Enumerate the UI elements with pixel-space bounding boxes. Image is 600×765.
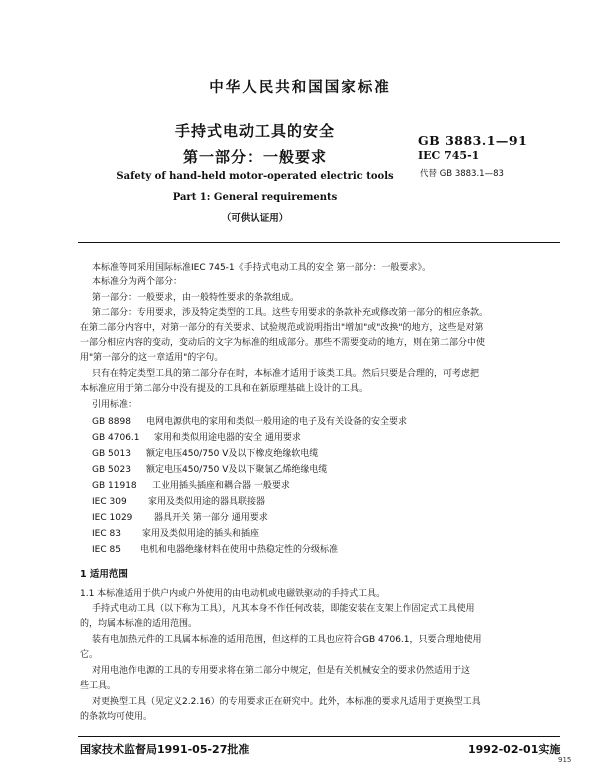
nation-title: 中华人民共和国国家标准 (209, 80, 391, 96)
standard-code: GB 3883.1—91 (418, 133, 528, 148)
effective-date: 1992-02-01实施 (468, 743, 561, 756)
reference-title: 家用和类似用途电器的安全 通用要求 (154, 433, 301, 443)
intro-line: 本标准等同采用国际标准IEC 745-1《手持式电动工具的安全 第一部分：一般要求》。 (92, 263, 432, 273)
intro-line: 第二部分：专用要求，涉及特定类型的工具。这些专用要求的条款补充或修改第一部分的相应条款。 (92, 308, 489, 318)
standard-title-cn-line2: 第一部分：一般要求 (182, 148, 327, 166)
section-line: 装有电加热元件的工具属本标准的适用范围，但这样的工具也应符合GB 4706.1，只要合理地使用 (92, 635, 482, 645)
reference-row (92, 416, 407, 429)
intro-line: 本标准应用于第二部分中没有提及的工具和在新原理基础上设计的工具。 (80, 384, 369, 394)
reference-code: IEC 83 (92, 529, 121, 539)
intro-line: 本标准分为两个部分： (92, 277, 183, 287)
standard-title-en-line1: Safety of hand-held motor-operated electric tools (116, 171, 394, 182)
reference-code: IEC 85 (92, 545, 121, 555)
section-line: 对用电池作电源的工具的专用要求将在第二部分中规定，但是有关机械安全的要求仍然适用于这 (92, 666, 471, 676)
replaces-note: 代替 GB 3883.1—83 (420, 169, 504, 179)
reference-title: 家用及类似用途的器具联接器 (148, 497, 266, 507)
intro-line: 一部分相应内容的变动，变动后的文字为标准的组成部分。那些不需要变动的地方，则在第二部分中使 (80, 338, 486, 348)
reference-code: IEC 309 (92, 497, 127, 507)
reference-title: 额定电压450/750 V及以下聚氯乙烯绝缘电缆 (146, 465, 328, 475)
approval-date: 国家技术监督局1991-05-27批准 (80, 743, 250, 756)
reference-row (92, 544, 338, 557)
section-line: 对更换型工具（见定义2.2.16）的专用要求正在研究中。此外，本标准的要求凡适用于更换型工具 (92, 697, 481, 707)
intro-line: 在第二部分内容中，对第一部分的有关要求、试验规范或说明指出"增加"或"改换"的地方，这些是对第 (80, 323, 484, 333)
reference-code: GB 8898 (92, 417, 131, 427)
reference-title: 电网电源供电的家用和类似一般用途的电子及有关设备的安全要求 (146, 417, 408, 427)
reference-title: 工业用插头插座和耦合器 一般要求 (152, 481, 290, 491)
intro-line: 引用标准： (92, 400, 138, 410)
page-number: 915 (558, 756, 572, 764)
section-line: 的，均属本标准的适用范围。 (80, 619, 198, 629)
intro-line: 只有在特定类型工具的第二部分存在时，本标准才适用于该类工具。然后只要是合理的，可考虑把 (92, 369, 480, 379)
section-line: 1.1 本标准适用于供户内或户外使用的由电动机或电磁铁驱动的手持式工具。 (80, 589, 386, 599)
reference-row (92, 528, 259, 541)
reference-code: IEC 1029 (92, 513, 133, 523)
reference-row (92, 496, 265, 509)
reference-title: 器具开关 第一部分 通用要求 (154, 513, 268, 523)
reference-code: GB 11918 (92, 481, 137, 491)
certification-note: （可供认证用） (221, 213, 289, 224)
reference-row (92, 512, 268, 525)
iec-code: IEC 745-1 (418, 149, 480, 162)
standard-title-cn-line1: 手持式电动工具的安全 (174, 122, 335, 140)
intro-line: 用"第一部分的这一章适用"的字句。 (80, 353, 224, 363)
reference-row (92, 464, 327, 477)
reference-code: GB 4706.1 (92, 433, 140, 443)
section-line: 的条款均可使用。 (80, 712, 153, 722)
reference-code: GB 5023 (92, 465, 131, 475)
section-line: 它。 (80, 650, 99, 660)
standard-title-en-line2: Part 1: General requirements (172, 192, 338, 203)
footer-divider (78, 736, 560, 737)
intro-line: 第一部分：一般要求，由一般特性要求的条款组成。 (92, 293, 300, 303)
section-line: 手持式电动工具（以下称为工具），凡其本身不作任何改装，即能安装在支架上作固定式工具使用 (92, 604, 475, 614)
reference-row (92, 448, 318, 461)
header-divider (78, 242, 560, 243)
reference-row (92, 480, 290, 493)
section-line: 些工具。 (80, 681, 117, 691)
reference-title: 家用及类似用途的插头和插座 (142, 529, 260, 539)
reference-title: 电机和电器绝缘材料在使用中热稳定性的分级标准 (140, 545, 339, 555)
reference-row (92, 432, 301, 445)
reference-title: 额定电压450/750 V及以下橡皮绝缘软电缆 (146, 449, 319, 459)
section-heading: 1 适用范围 (80, 569, 128, 580)
reference-code: GB 5013 (92, 449, 131, 459)
